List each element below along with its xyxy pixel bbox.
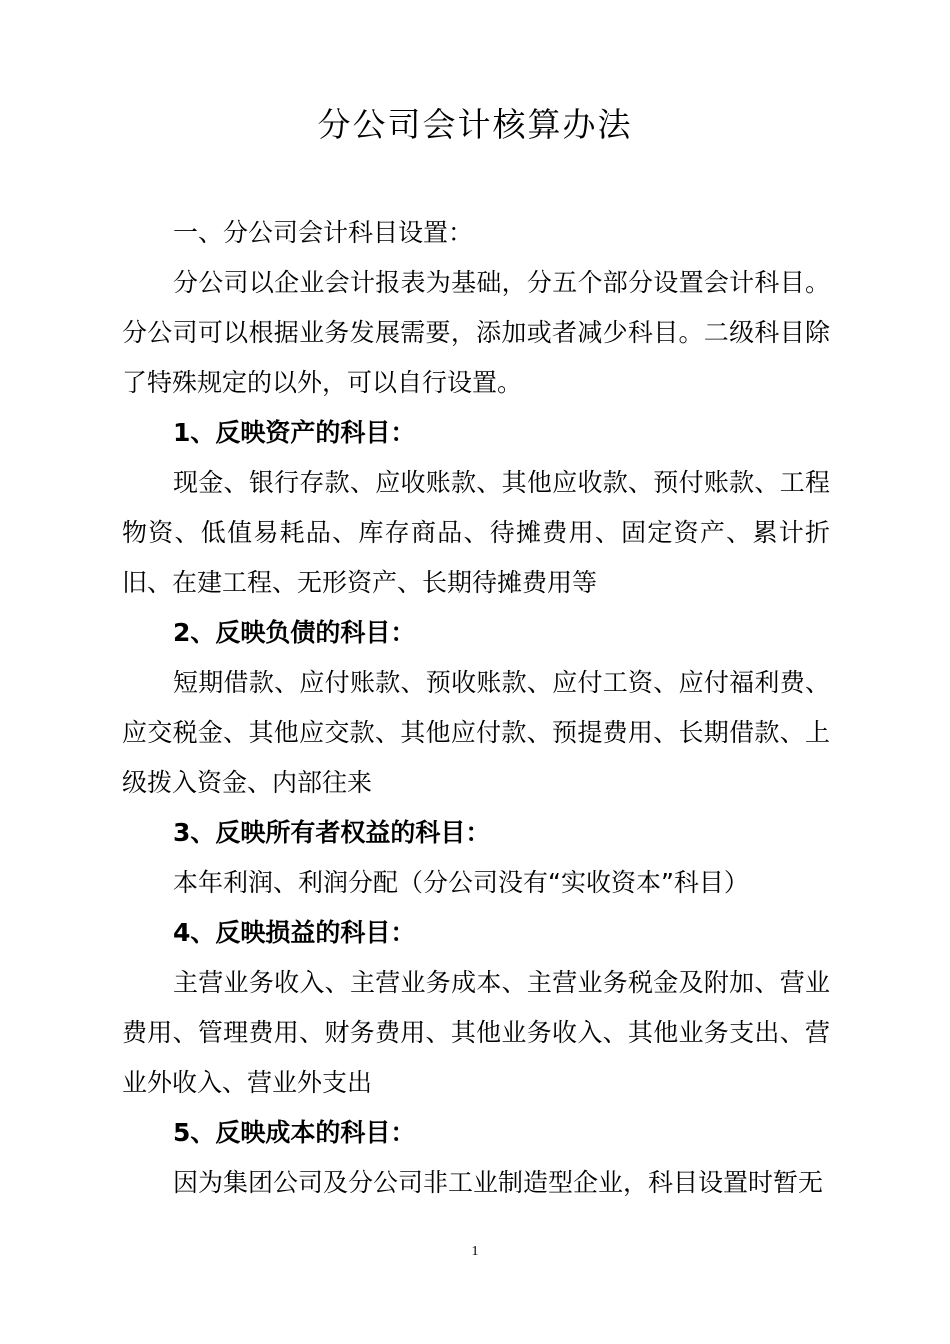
- item-heading-liabilities: 2、反映负债的科目：: [173, 618, 416, 647]
- item-text-assets: 现金、银行存款、应收账款、其他应收款、预付账款、工程物资、低值易耗品、库存商品、待摊费用、固定资产、累计折旧、在建工程、无形资产、长期待摊费用等: [122, 468, 830, 597]
- item-heading-assets: 1、反映资产的科目：: [173, 418, 416, 447]
- item-text-equity: 本年利润、利润分配（分公司没有“实收资本”科目）: [173, 868, 749, 897]
- item-text-cost: 因为集团公司及分公司非工业制造型企业，科目设置时暂无: [173, 1168, 824, 1197]
- item-heading-profit-loss: 4、反映损益的科目：: [173, 918, 416, 947]
- section-heading: 一、分公司会计科目设置：: [173, 218, 474, 247]
- page-number: 1: [471, 1244, 479, 1259]
- item-text-liabilities: 短期借款、应付账款、预收账款、应付工资、应付福利费、应交税金、其他应交款、其他应付款、预提费用、长期借款、上级拨入资金、内部往来: [122, 668, 830, 797]
- item-heading-cost: 5、反映成本的科目：: [173, 1118, 416, 1147]
- intro-paragraph: 分公司以企业会计报表为基础，分五个部分设置会计科目。分公司可以根据业务发展需要，添加或者减少科目。二级科目除了特殊规定的以外，可以自行设置。: [122, 268, 830, 397]
- document-body: [122, 208, 830, 1208]
- item-heading-equity: 3、反映所有者权益的科目：: [173, 818, 491, 847]
- item-text-profit-loss: 主营业务收入、主营业务成本、主营业务税金及附加、营业费用、管理费用、财务费用、其他业务收入、其他业务支出、营业外收入、营业外支出: [122, 968, 830, 1097]
- document-title: 分公司会计核算办法: [317, 105, 633, 144]
